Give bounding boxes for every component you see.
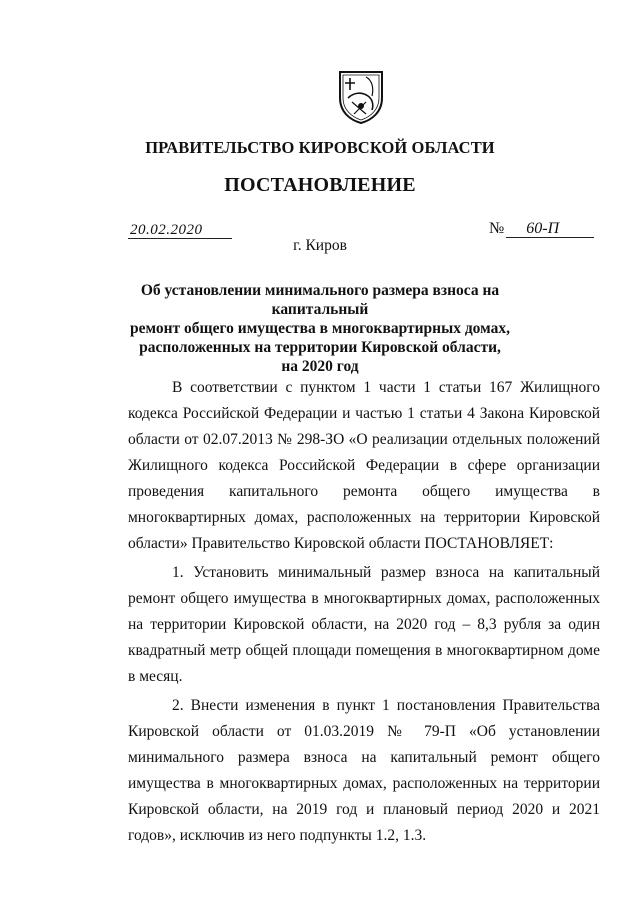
government-name: ПРАВИТЕЛЬСТВО КИРОВСКОЙ ОБЛАСТИ [145,138,495,157]
document-date: 20.02.2020 [128,222,232,239]
number-sign: № [489,220,505,237]
title-line: расположенных на территории Кировской области, [139,339,501,356]
number-value: 60-П [506,221,594,238]
title-line: Об установлении минимального размера взноса на капитальный [140,282,500,318]
document-body [128,375,600,852]
title-line: на 2020 год [281,358,359,375]
coat-of-arms-icon [336,68,386,124]
preamble-paragraph: В соответствии с пунктом 1 части 1 статьи 167 Жилищного кодекса Российской Федерации и частью 1 статьи 4 Закона Кировской области от 02.07.2013 № 298-ЗО «О реализации отдельных положений Жилищного кодекса Российской Федерации в сфере организации проведения капитального ремонта общего имущества в многоквартирных домах, расположенных на территории Кировской области» Правительство Кировской области ПОСТАНОВЛЯЕТ: [128,379,600,552]
item-2-paragraph: 2. Внести изменения в пункт 1 постановления Правительства Кировской области от 01.03.2019 № 79-П «Об установлении минимального размера взноса на капитальный ремонт общего имущества в многоквартирных домах, расположенных на территории Кировской области, на 2019 год и плановый период 2020 и 2021 годов», исключив из него подпункты 1.2, 1.3. [128,697,600,844]
document-number [489,220,594,238]
document-type: ПОСТАНОВЛЕНИЕ [224,174,416,196]
city: г. Киров [293,237,347,254]
title-line: ремонт общего имущества в многоквартирных домах, [130,320,510,337]
document-title [120,281,520,376]
item-1-paragraph: 1. Установить минимальный размер взноса на капитальный ремонт общего имущества в многоквартирных домах, расположенных на территории Кировской области, на 2020 год – 8,3 рубля за один квадратный метр общей площади помещения в многоквартирном доме в месяц. [128,564,600,685]
